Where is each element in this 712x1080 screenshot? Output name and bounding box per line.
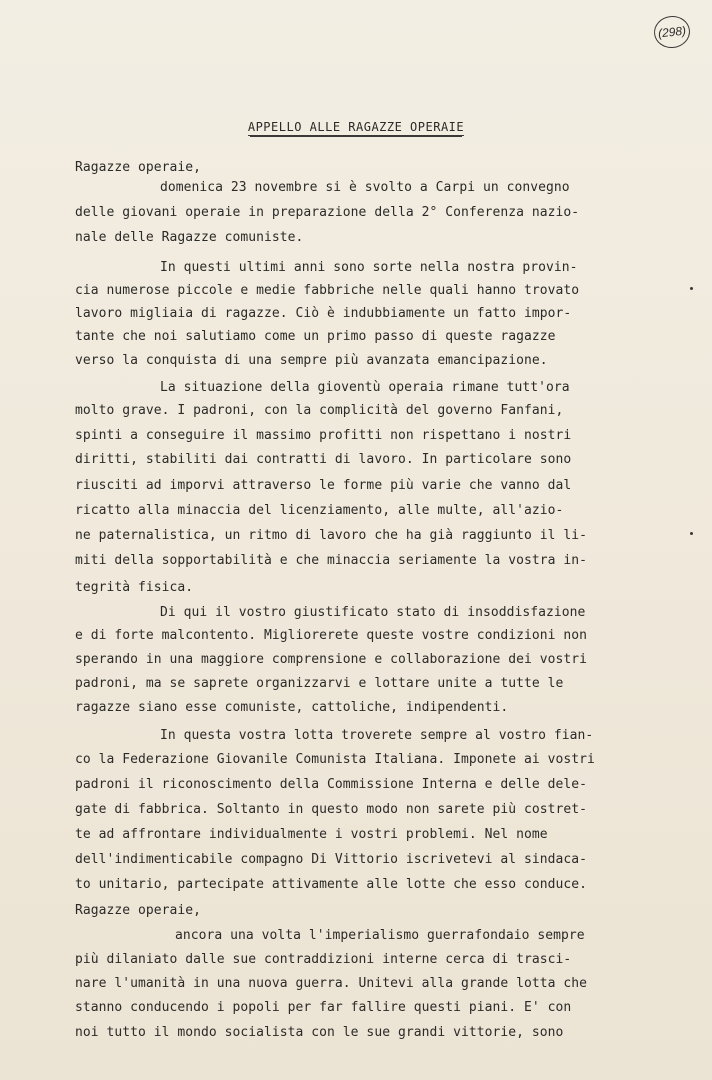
text-line: ricatto alla minaccia del licenziamento, alle multe, all'azio- [75, 503, 564, 518]
text-line: ragazze siano esse comuniste, cattoliche, indipendenti. [75, 700, 509, 715]
text-line: miti della sopportabilità e che minaccia seriamente la vostra in- [75, 553, 587, 568]
margin-dot [690, 532, 693, 535]
text-line: dell'indimenticabile compagno Di Vittorio iscrivetevi al sindaca- [75, 852, 587, 867]
text-line: to unitario, partecipate attivamente alle lotte che esso conduce. [75, 877, 587, 892]
text-line: verso la conquista di una sempre più avanzata emancipazione. [75, 353, 548, 368]
text-line: riusciti ad imporvi attraverso le forme più varie che vanno dal [75, 478, 572, 493]
margin-dot [690, 287, 693, 290]
text-line: te ad affrontare individualmente i vostri problemi. Nel nome [75, 827, 548, 842]
text-line: sperando in una maggiore comprensione e collaborazione dei vostri [75, 652, 587, 667]
text-line: tegrità fisica. [75, 580, 194, 595]
text-line: molto grave. I padroni, con la complicità del governo Fanfani, [75, 403, 564, 418]
text-line: tante che noi salutiamo come un primo passo di queste ragazze [75, 329, 556, 344]
text-line: co la Federazione Giovanile Comunista Italiana. Imponete ai vostri [75, 752, 595, 767]
text-line: diritti, stabiliti dai contratti di lavoro. In particolare sono [75, 452, 572, 467]
text-line: più dilaniato dalle sue contraddizioni interne cerca di trasci- [75, 952, 572, 967]
text-line: padroni il riconoscimento della Commissione Interna e delle dele- [75, 777, 587, 792]
text-line: spinti a conseguire il massimo profitti non rispettano i nostri [75, 428, 572, 443]
text-line: La situazione della gioventù operaia rimane tutt'ora [160, 380, 570, 395]
text-line: ancora una volta l'imperialismo guerrafondaio sempre [175, 928, 585, 943]
text-line: Di qui il vostro giustificato stato di insoddisfazione [160, 605, 586, 620]
text-line: ne paternalistica, un ritmo di lavoro che ha già raggiunto il li- [75, 528, 587, 543]
text-line: padroni, ma se saprete organizzarvi e lottare unite a tutte le [75, 676, 564, 691]
text-line: e di forte malcontento. Migliorerete queste vostre condizioni non [75, 628, 587, 643]
text-line: In questi ultimi anni sono sorte nella nostra provin- [160, 260, 578, 275]
page-number-stamp: (298) [652, 14, 691, 50]
text-line: In questa vostra lotta troverete sempre al vostro fian- [160, 728, 594, 743]
text-line: nare l'umanità in una nuova guerra. Unitevi alla grande lotta che [75, 976, 587, 991]
text-line: gate di fabbrica. Soltanto in questo modo non sarete più costret- [75, 802, 587, 817]
text-line: cia numerose piccole e medie fabbriche nelle quali hanno trovato [75, 283, 580, 298]
text-line: noi tutto il mondo socialista con le sue grandi vittorie, sono [75, 1025, 564, 1040]
text-line: stanno conducendo i popoli per far fallire questi piani. E' con [75, 1000, 572, 1015]
document-title: APPELLO ALLE RAGAZZE OPERAIE [247, 120, 465, 134]
salutation-line: Ragazze operaie, [75, 903, 202, 918]
text-line: domenica 23 novembre si è svolto a Carpi un convegno [160, 180, 570, 195]
text-line: delle giovani operaie in preparazione della 2° Conferenza nazio- [75, 205, 580, 220]
text-line: lavoro migliaia di ragazze. Ciò è indubbiamente un fatto impor- [75, 306, 572, 321]
text-line: nale delle Ragazze comuniste. [75, 230, 304, 245]
salutation-line: Ragazze operaie, [75, 160, 202, 175]
